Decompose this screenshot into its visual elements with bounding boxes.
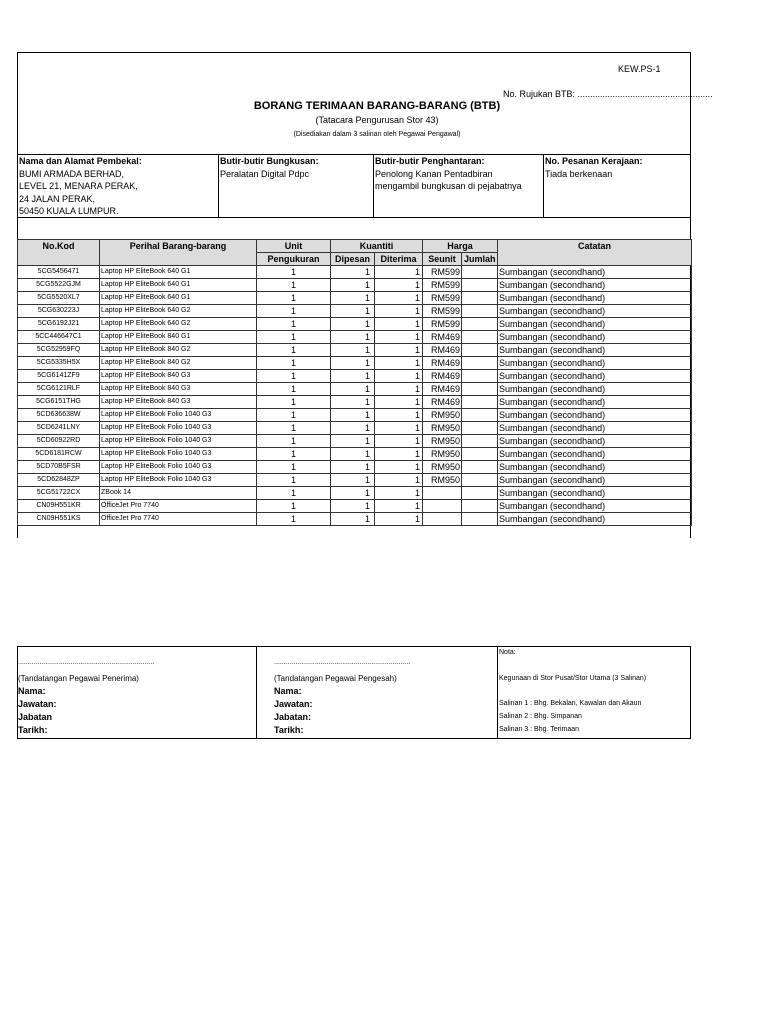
cell-diterima: 1 bbox=[375, 318, 423, 331]
cell-catatan: Sumbangan (secondhand) bbox=[498, 305, 692, 318]
cell-jumlah bbox=[462, 500, 498, 513]
cell-unit: 1 bbox=[257, 409, 331, 422]
table-row bbox=[18, 448, 692, 461]
receiver-caption: (Tandatangan Pegawai Penerima) bbox=[18, 674, 139, 683]
cell-seunit: RM599 bbox=[423, 305, 462, 318]
cell-dipesan: 1 bbox=[331, 474, 375, 487]
cell-seunit: RM469 bbox=[423, 357, 462, 370]
reference-label: No. Rujukan BTB: bbox=[503, 89, 576, 99]
cell-unit: 1 bbox=[257, 487, 331, 500]
cell-seunit: RM469 bbox=[423, 383, 462, 396]
table-row bbox=[18, 435, 692, 448]
cell-catatan: Sumbangan (secondhand) bbox=[498, 513, 692, 526]
cell-jumlah bbox=[462, 487, 498, 500]
cell-diterima: 1 bbox=[375, 448, 423, 461]
receiver-tarikh: Tarikh: bbox=[18, 725, 48, 735]
cell-seunit: RM599 bbox=[423, 318, 462, 331]
cell-jumlah bbox=[462, 461, 498, 474]
cell-unit: 1 bbox=[257, 422, 331, 435]
cell-unit: 1 bbox=[257, 500, 331, 513]
cell-kod: 5CG6151THG bbox=[18, 396, 100, 409]
cell-kod: CN09H551KS bbox=[18, 513, 100, 526]
supplier-label: Nama dan Alamat Pembekal: bbox=[19, 156, 142, 166]
cell-jumlah bbox=[462, 344, 498, 357]
delivery-line: mengambil bungkusan di pejabatnya bbox=[375, 181, 522, 191]
cell-jumlah bbox=[462, 279, 498, 292]
cell-dipesan: 1 bbox=[331, 461, 375, 474]
cell-perihal: Laptop HP EliteBook 840 G3 bbox=[100, 383, 257, 396]
cell-kod: 5CC446647C1 bbox=[18, 331, 100, 344]
cell-kod: 5CG6192J21 bbox=[18, 318, 100, 331]
header-seunit: Seunit bbox=[423, 253, 462, 266]
header-dipesan: Dipesan bbox=[331, 253, 375, 266]
cell-dipesan: 1 bbox=[331, 500, 375, 513]
table-row bbox=[18, 357, 692, 370]
receiver-jabatan: Jabatan bbox=[18, 712, 53, 722]
supplier-line: LEVEL 21, MENARA PERAK, bbox=[19, 181, 138, 191]
cell-catatan: Sumbangan (secondhand) bbox=[498, 435, 692, 448]
cell-jumlah bbox=[462, 422, 498, 435]
cell-dipesan: 1 bbox=[331, 305, 375, 318]
cell-kod: 5CG52959FQ bbox=[18, 344, 100, 357]
order-label: No. Pesanan Kerajaan: bbox=[545, 156, 643, 166]
order-block bbox=[544, 155, 690, 217]
header-perihal: Perihal Barang-barang bbox=[100, 240, 257, 266]
cell-kod: 5CD62848ZP bbox=[18, 474, 100, 487]
cell-kod: 5CG6141ZF9 bbox=[18, 370, 100, 383]
approver-jabatan: Jabatan: bbox=[274, 712, 312, 722]
cell-unit: 1 bbox=[257, 383, 331, 396]
package-block bbox=[219, 155, 374, 217]
cell-kod: 5CG630223J bbox=[18, 305, 100, 318]
table-row bbox=[18, 513, 692, 526]
cell-seunit: RM599 bbox=[423, 279, 462, 292]
cell-diterima: 1 bbox=[375, 487, 423, 500]
cell-perihal: Laptop HP EliteBook Folio 1040 G3 bbox=[100, 422, 257, 435]
cell-unit: 1 bbox=[257, 331, 331, 344]
cell-jumlah bbox=[462, 396, 498, 409]
cell-jumlah bbox=[462, 305, 498, 318]
items-body bbox=[18, 266, 692, 526]
cell-jumlah bbox=[462, 474, 498, 487]
cell-seunit: RM950 bbox=[423, 409, 462, 422]
cell-dipesan: 1 bbox=[331, 279, 375, 292]
approver-tarikh: Tarikh: bbox=[274, 725, 304, 735]
cell-perihal: Laptop HP EliteBook Folio 1040 G3 bbox=[100, 474, 257, 487]
receiver-nama: Nama: bbox=[18, 686, 46, 696]
order-value: Tiada berkenaan bbox=[545, 168, 613, 179]
supplier-line: BUMI ARMADA BERHAD, bbox=[19, 168, 125, 179]
cell-unit: 1 bbox=[257, 396, 331, 409]
cell-diterima: 1 bbox=[375, 500, 423, 513]
table-row bbox=[18, 331, 692, 344]
cell-unit: 1 bbox=[257, 435, 331, 448]
cell-catatan: Sumbangan (secondhand) bbox=[498, 383, 692, 396]
header-harga: Harga bbox=[423, 240, 498, 253]
cell-perihal: Laptop HP EliteBook 840 G3 bbox=[100, 370, 257, 383]
cell-seunit: RM599 bbox=[423, 266, 462, 279]
copies-note: (Disediakan dalam 3 salinan oleh Pegawai Pengawal) bbox=[293, 131, 461, 138]
cell-jumlah bbox=[462, 370, 498, 383]
cell-catatan: Sumbangan (secondhand) bbox=[498, 318, 692, 331]
table-row bbox=[18, 305, 692, 318]
cell-jumlah bbox=[462, 409, 498, 422]
cell-perihal: Laptop HP EliteBook Folio 1040 G3 bbox=[100, 461, 257, 474]
table-row bbox=[18, 474, 692, 487]
cell-seunit: RM599 bbox=[423, 292, 462, 305]
receiver-signature-line: ...................................................................... bbox=[18, 659, 155, 666]
cell-kod: 5CD70B5FSR bbox=[18, 461, 100, 474]
receiver-jawatan: Jawatan: bbox=[18, 699, 57, 709]
delivery-block bbox=[374, 155, 544, 217]
reference-value: ...................................................... bbox=[577, 89, 713, 99]
header-catatan: Catatan bbox=[498, 240, 692, 266]
cell-jumlah bbox=[462, 357, 498, 370]
table-row bbox=[18, 487, 692, 500]
cell-perihal: OfficeJet Pro 7740 bbox=[100, 513, 257, 526]
cell-dipesan: 1 bbox=[331, 487, 375, 500]
page-subtitle: (Tatacara Pengurusan Stor 43) bbox=[315, 115, 439, 125]
cell-dipesan: 1 bbox=[331, 448, 375, 461]
cell-dipesan: 1 bbox=[331, 409, 375, 422]
delivery-label: Butir-butir Penghantaran: bbox=[375, 156, 485, 166]
cell-unit: 1 bbox=[257, 461, 331, 474]
cell-catatan: Sumbangan (secondhand) bbox=[498, 279, 692, 292]
table-row bbox=[18, 279, 692, 292]
cell-perihal: Laptop HP EliteBook Folio 1040 G3 bbox=[100, 448, 257, 461]
cell-perihal: Laptop HP EliteBook 840 G1 bbox=[100, 331, 257, 344]
cell-unit: 1 bbox=[257, 448, 331, 461]
cell-diterima: 1 bbox=[375, 370, 423, 383]
cell-unit: 1 bbox=[257, 357, 331, 370]
cell-unit: 1 bbox=[257, 292, 331, 305]
cell-kod: 5CG5335H5X bbox=[18, 357, 100, 370]
notes-title: Nota: bbox=[499, 649, 516, 656]
cell-catatan: Sumbangan (secondhand) bbox=[498, 422, 692, 435]
table-row bbox=[18, 461, 692, 474]
cell-perihal: Laptop HP EliteBook Folio 1040 G3 bbox=[100, 435, 257, 448]
approver-jawatan: Jawatan: bbox=[274, 699, 313, 709]
cell-catatan: Sumbangan (secondhand) bbox=[498, 487, 692, 500]
cell-kod: 5CD6181RCW bbox=[18, 448, 100, 461]
notes-block bbox=[498, 647, 690, 738]
cell-diterima: 1 bbox=[375, 396, 423, 409]
cell-perihal: Laptop HP EliteBook 640 G2 bbox=[100, 318, 257, 331]
cell-unit: 1 bbox=[257, 370, 331, 383]
reference-number bbox=[503, 89, 713, 99]
table-header-row bbox=[18, 240, 692, 253]
cell-dipesan: 1 bbox=[331, 357, 375, 370]
notes-copy-3: Salinan 3 : Bhg. Terimaan bbox=[499, 726, 580, 733]
form-code: KEW.PS-1 bbox=[618, 64, 661, 74]
cell-dipesan: 1 bbox=[331, 435, 375, 448]
cell-diterima: 1 bbox=[375, 474, 423, 487]
table-row bbox=[18, 370, 692, 383]
cell-perihal: OfficeJet Pro 7740 bbox=[100, 500, 257, 513]
cell-dipesan: 1 bbox=[331, 318, 375, 331]
cell-diterima: 1 bbox=[375, 461, 423, 474]
cell-catatan: Sumbangan (secondhand) bbox=[498, 344, 692, 357]
cell-kod: CN09H551KR bbox=[18, 500, 100, 513]
cell-kod: 5CD6241LNY bbox=[18, 422, 100, 435]
cell-dipesan: 1 bbox=[331, 513, 375, 526]
cell-seunit: RM950 bbox=[423, 461, 462, 474]
cell-perihal: Laptop HP EliteBook 640 G1 bbox=[100, 266, 257, 279]
table-row bbox=[18, 344, 692, 357]
cell-kod: 5CD636638W bbox=[18, 409, 100, 422]
cell-unit: 1 bbox=[257, 266, 331, 279]
cell-unit: 1 bbox=[257, 305, 331, 318]
cell-kod: 5CG51722CX bbox=[18, 487, 100, 500]
cell-jumlah bbox=[462, 435, 498, 448]
cell-catatan: Sumbangan (secondhand) bbox=[498, 266, 692, 279]
cell-perihal: Laptop HP EliteBook 840 G2 bbox=[100, 344, 257, 357]
cell-jumlah bbox=[462, 266, 498, 279]
header-pengukuran: Pengukuran bbox=[257, 253, 331, 266]
approver-signature-line: ...................................................................... bbox=[274, 659, 411, 666]
approver-nama: Nama: bbox=[274, 686, 302, 696]
delivery-line: Penolong Kanan Pentadbiran bbox=[375, 168, 493, 179]
approver-caption: (Tandatangan Pegawai Pengesah) bbox=[274, 674, 397, 683]
header-jumlah: Jumlah bbox=[462, 253, 498, 266]
cell-dipesan: 1 bbox=[331, 331, 375, 344]
table-row bbox=[18, 409, 692, 422]
cell-kod: 5CG6121RLF bbox=[18, 383, 100, 396]
cell-diterima: 1 bbox=[375, 279, 423, 292]
cell-dipesan: 1 bbox=[331, 266, 375, 279]
header-kod: No.Kod bbox=[18, 240, 100, 266]
cell-seunit bbox=[423, 487, 462, 500]
notes-copy-2: Salinan 2 : Bhg. Simpanan bbox=[499, 713, 582, 720]
table-row bbox=[18, 383, 692, 396]
header-kuantiti: Kuantiti bbox=[331, 240, 423, 253]
cell-seunit: RM950 bbox=[423, 435, 462, 448]
cell-seunit: RM950 bbox=[423, 474, 462, 487]
info-row bbox=[17, 154, 691, 218]
cell-diterima: 1 bbox=[375, 357, 423, 370]
cell-seunit: RM469 bbox=[423, 344, 462, 357]
cell-seunit: RM469 bbox=[423, 331, 462, 344]
cell-seunit bbox=[423, 500, 462, 513]
header-diterima: Diterima bbox=[375, 253, 423, 266]
cell-catatan: Sumbangan (secondhand) bbox=[498, 500, 692, 513]
receiver-signature bbox=[18, 647, 257, 738]
cell-perihal: Laptop HP EliteBook 840 G3 bbox=[100, 396, 257, 409]
cell-catatan: Sumbangan (secondhand) bbox=[498, 370, 692, 383]
cell-diterima: 1 bbox=[375, 292, 423, 305]
cell-jumlah bbox=[462, 513, 498, 526]
table-row bbox=[18, 292, 692, 305]
cell-perihal: Laptop HP EliteBook Folio 1040 G3 bbox=[100, 409, 257, 422]
cell-diterima: 1 bbox=[375, 409, 423, 422]
cell-jumlah bbox=[462, 331, 498, 344]
cell-perihal: Laptop HP EliteBook 640 G1 bbox=[100, 292, 257, 305]
cell-dipesan: 1 bbox=[331, 396, 375, 409]
table-row bbox=[18, 500, 692, 513]
cell-diterima: 1 bbox=[375, 266, 423, 279]
cell-unit: 1 bbox=[257, 344, 331, 357]
header-unit: Unit bbox=[257, 240, 331, 253]
notes-usage: Kegunaan di Stor Pusat/Stor Utama (3 Salinan) bbox=[499, 675, 647, 682]
notes-copy-1: Salinan 1 : Bhg. Bekalan, Kawalan dan Akaun bbox=[499, 700, 642, 707]
supplier-line: 50450 KUALA LUMPUR. bbox=[19, 206, 119, 216]
cell-kod: 5CG5520XL7 bbox=[18, 292, 100, 305]
package-label: Butir-butir Bungkusan: bbox=[220, 156, 319, 166]
cell-unit: 1 bbox=[257, 279, 331, 292]
cell-perihal: Laptop HP EliteBook 640 G1 bbox=[100, 279, 257, 292]
cell-dipesan: 1 bbox=[331, 422, 375, 435]
cell-seunit bbox=[423, 513, 462, 526]
page-title: BORANG TERIMAAN BARANG-BARANG (BTB) bbox=[253, 100, 501, 112]
cell-seunit: RM469 bbox=[423, 370, 462, 383]
cell-perihal: ZBook 14 bbox=[100, 487, 257, 500]
cell-dipesan: 1 bbox=[331, 370, 375, 383]
cell-unit: 1 bbox=[257, 318, 331, 331]
cell-catatan: Sumbangan (secondhand) bbox=[498, 409, 692, 422]
package-value: Peralatan Digital Pdpc bbox=[220, 168, 310, 179]
cell-catatan: Sumbangan (secondhand) bbox=[498, 331, 692, 344]
cell-diterima: 1 bbox=[375, 513, 423, 526]
cell-diterima: 1 bbox=[375, 344, 423, 357]
cell-unit: 1 bbox=[257, 474, 331, 487]
cell-catatan: Sumbangan (secondhand) bbox=[498, 461, 692, 474]
cell-kod: 5CG5522GJM bbox=[18, 279, 100, 292]
items-table bbox=[17, 239, 692, 526]
cell-kod: 5CD60922RD bbox=[18, 435, 100, 448]
cell-diterima: 1 bbox=[375, 331, 423, 344]
cell-jumlah bbox=[462, 318, 498, 331]
cell-perihal: Laptop HP EliteBook 640 G2 bbox=[100, 305, 257, 318]
supplier-block bbox=[18, 155, 219, 217]
cell-diterima: 1 bbox=[375, 435, 423, 448]
table-row bbox=[18, 266, 692, 279]
cell-seunit: RM469 bbox=[423, 396, 462, 409]
cell-perihal: Laptop HP EliteBook 840 G2 bbox=[100, 357, 257, 370]
table-row bbox=[18, 396, 692, 409]
cell-unit: 1 bbox=[257, 513, 331, 526]
table-row bbox=[18, 318, 692, 331]
supplier-line: 24 JALAN PERAK, bbox=[19, 193, 96, 204]
cell-catatan: Sumbangan (secondhand) bbox=[498, 396, 692, 409]
cell-jumlah bbox=[462, 292, 498, 305]
cell-kod: 5CG5456471 bbox=[18, 266, 100, 279]
cell-seunit: RM950 bbox=[423, 448, 462, 461]
cell-catatan: Sumbangan (secondhand) bbox=[498, 474, 692, 487]
cell-dipesan: 1 bbox=[331, 383, 375, 396]
cell-dipesan: 1 bbox=[331, 292, 375, 305]
cell-diterima: 1 bbox=[375, 383, 423, 396]
cell-seunit: RM950 bbox=[423, 422, 462, 435]
signature-section bbox=[17, 646, 691, 739]
cell-catatan: Sumbangan (secondhand) bbox=[498, 292, 692, 305]
cell-jumlah bbox=[462, 448, 498, 461]
cell-diterima: 1 bbox=[375, 305, 423, 318]
approver-signature bbox=[257, 647, 498, 738]
cell-dipesan: 1 bbox=[331, 344, 375, 357]
table-row bbox=[18, 422, 692, 435]
cell-diterima: 1 bbox=[375, 422, 423, 435]
cell-jumlah bbox=[462, 383, 498, 396]
cell-catatan: Sumbangan (secondhand) bbox=[498, 448, 692, 461]
cell-catatan: Sumbangan (secondhand) bbox=[498, 357, 692, 370]
